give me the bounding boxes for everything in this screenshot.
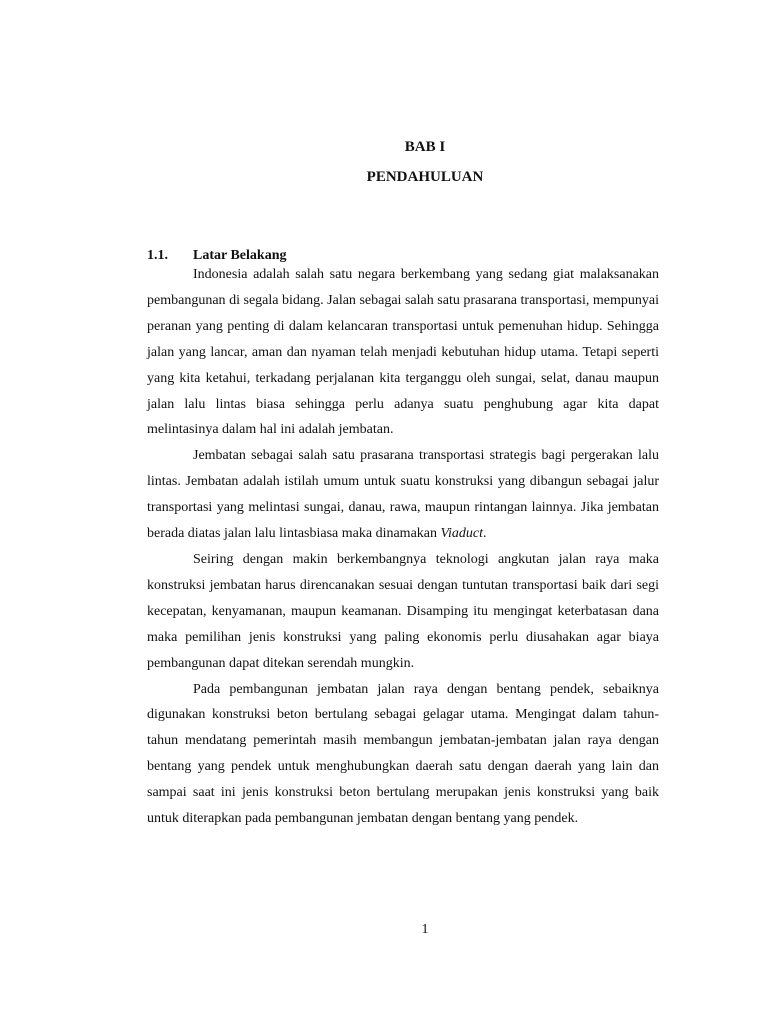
section-number: 1.1.	[147, 248, 168, 263]
paragraph-2-text: Jembatan sebagai salah satu prasarana transportasi strategis bagi pergerakan lalu lintas. Jembatan adalah istilah umum untuk suatu konstruksi yang dibangun sebagai jalur transportasi yang melintasi sungai, danau, rawa, maupun rintangan lainnya. Jika jembatan berada diatas jalan lalu lintasbiasa maka dinamakan	[147, 448, 659, 542]
italic-term: Viaduct	[440, 526, 484, 542]
chapter-title: PENDAHULUAN	[366, 169, 484, 185]
paragraph-4: Pada pembangunan jembatan jalan raya dengan bentang pendek, sebaiknya digunakan konstruksi beton bertulang sebagai gelagar utama. Mengingat dalam tahun-tahun mendatang pemerintah masih membangun jembatan-jembatan jalan raya dengan bentang yang pendek untuk menghubungkan daerah satu dengan daerah yang lain dan sampai saat ini jenis konstruksi beton bertulang merupakan jenis konstruksi yang baik untuk diterapkan pada pembangunan jembatan dengan bentang yang pendek.	[147, 681, 659, 827]
paragraph-2	[147, 443, 659, 547]
chapter-number: BAB I	[404, 139, 446, 155]
page-number: 1	[421, 922, 429, 937]
paragraph-1: Indonesia adalah salah satu negara berkembang yang sedang giat malaksanakan pembangunan di segala bidang. Jalan sebagai salah satu prasarana transportasi, mempunyai peranan yang penting di dalam kelancaran transportasi untuk pemenuhan hidup. Sehingga jalan yang lancar, aman dan nyaman telah menjadi kebutuhan hidup utama. Tetapi seperti yang kita ketahui, terkadang perjalanan kita terganggu oleh sungai, selat, danau maupun jalan lalu lintas biasa sehingga perlu adanya suatu penghubung agar kita dapat melintasinya dalam hal ini adalah jembatan.	[147, 267, 659, 438]
section-title: Latar Belakang	[193, 248, 287, 263]
paragraph-3: Seiring dengan makin berkembangnya teknologi angkutan jalan raya maka konstruksi jembatan harus direncanakan sesuai dengan tuntutan transportasi baik dari segi kecepatan, kenyamanan, maupun keamanan. Disamping itu mengingat keterbatasan dana maka pemilihan jenis konstruksi yang paling ekonomis perlu diusahakan agar biaya pembangunan dapat ditekan serendah mungkin.	[147, 551, 659, 671]
body-text	[147, 262, 659, 832]
paragraph-2-end: .	[483, 526, 487, 542]
